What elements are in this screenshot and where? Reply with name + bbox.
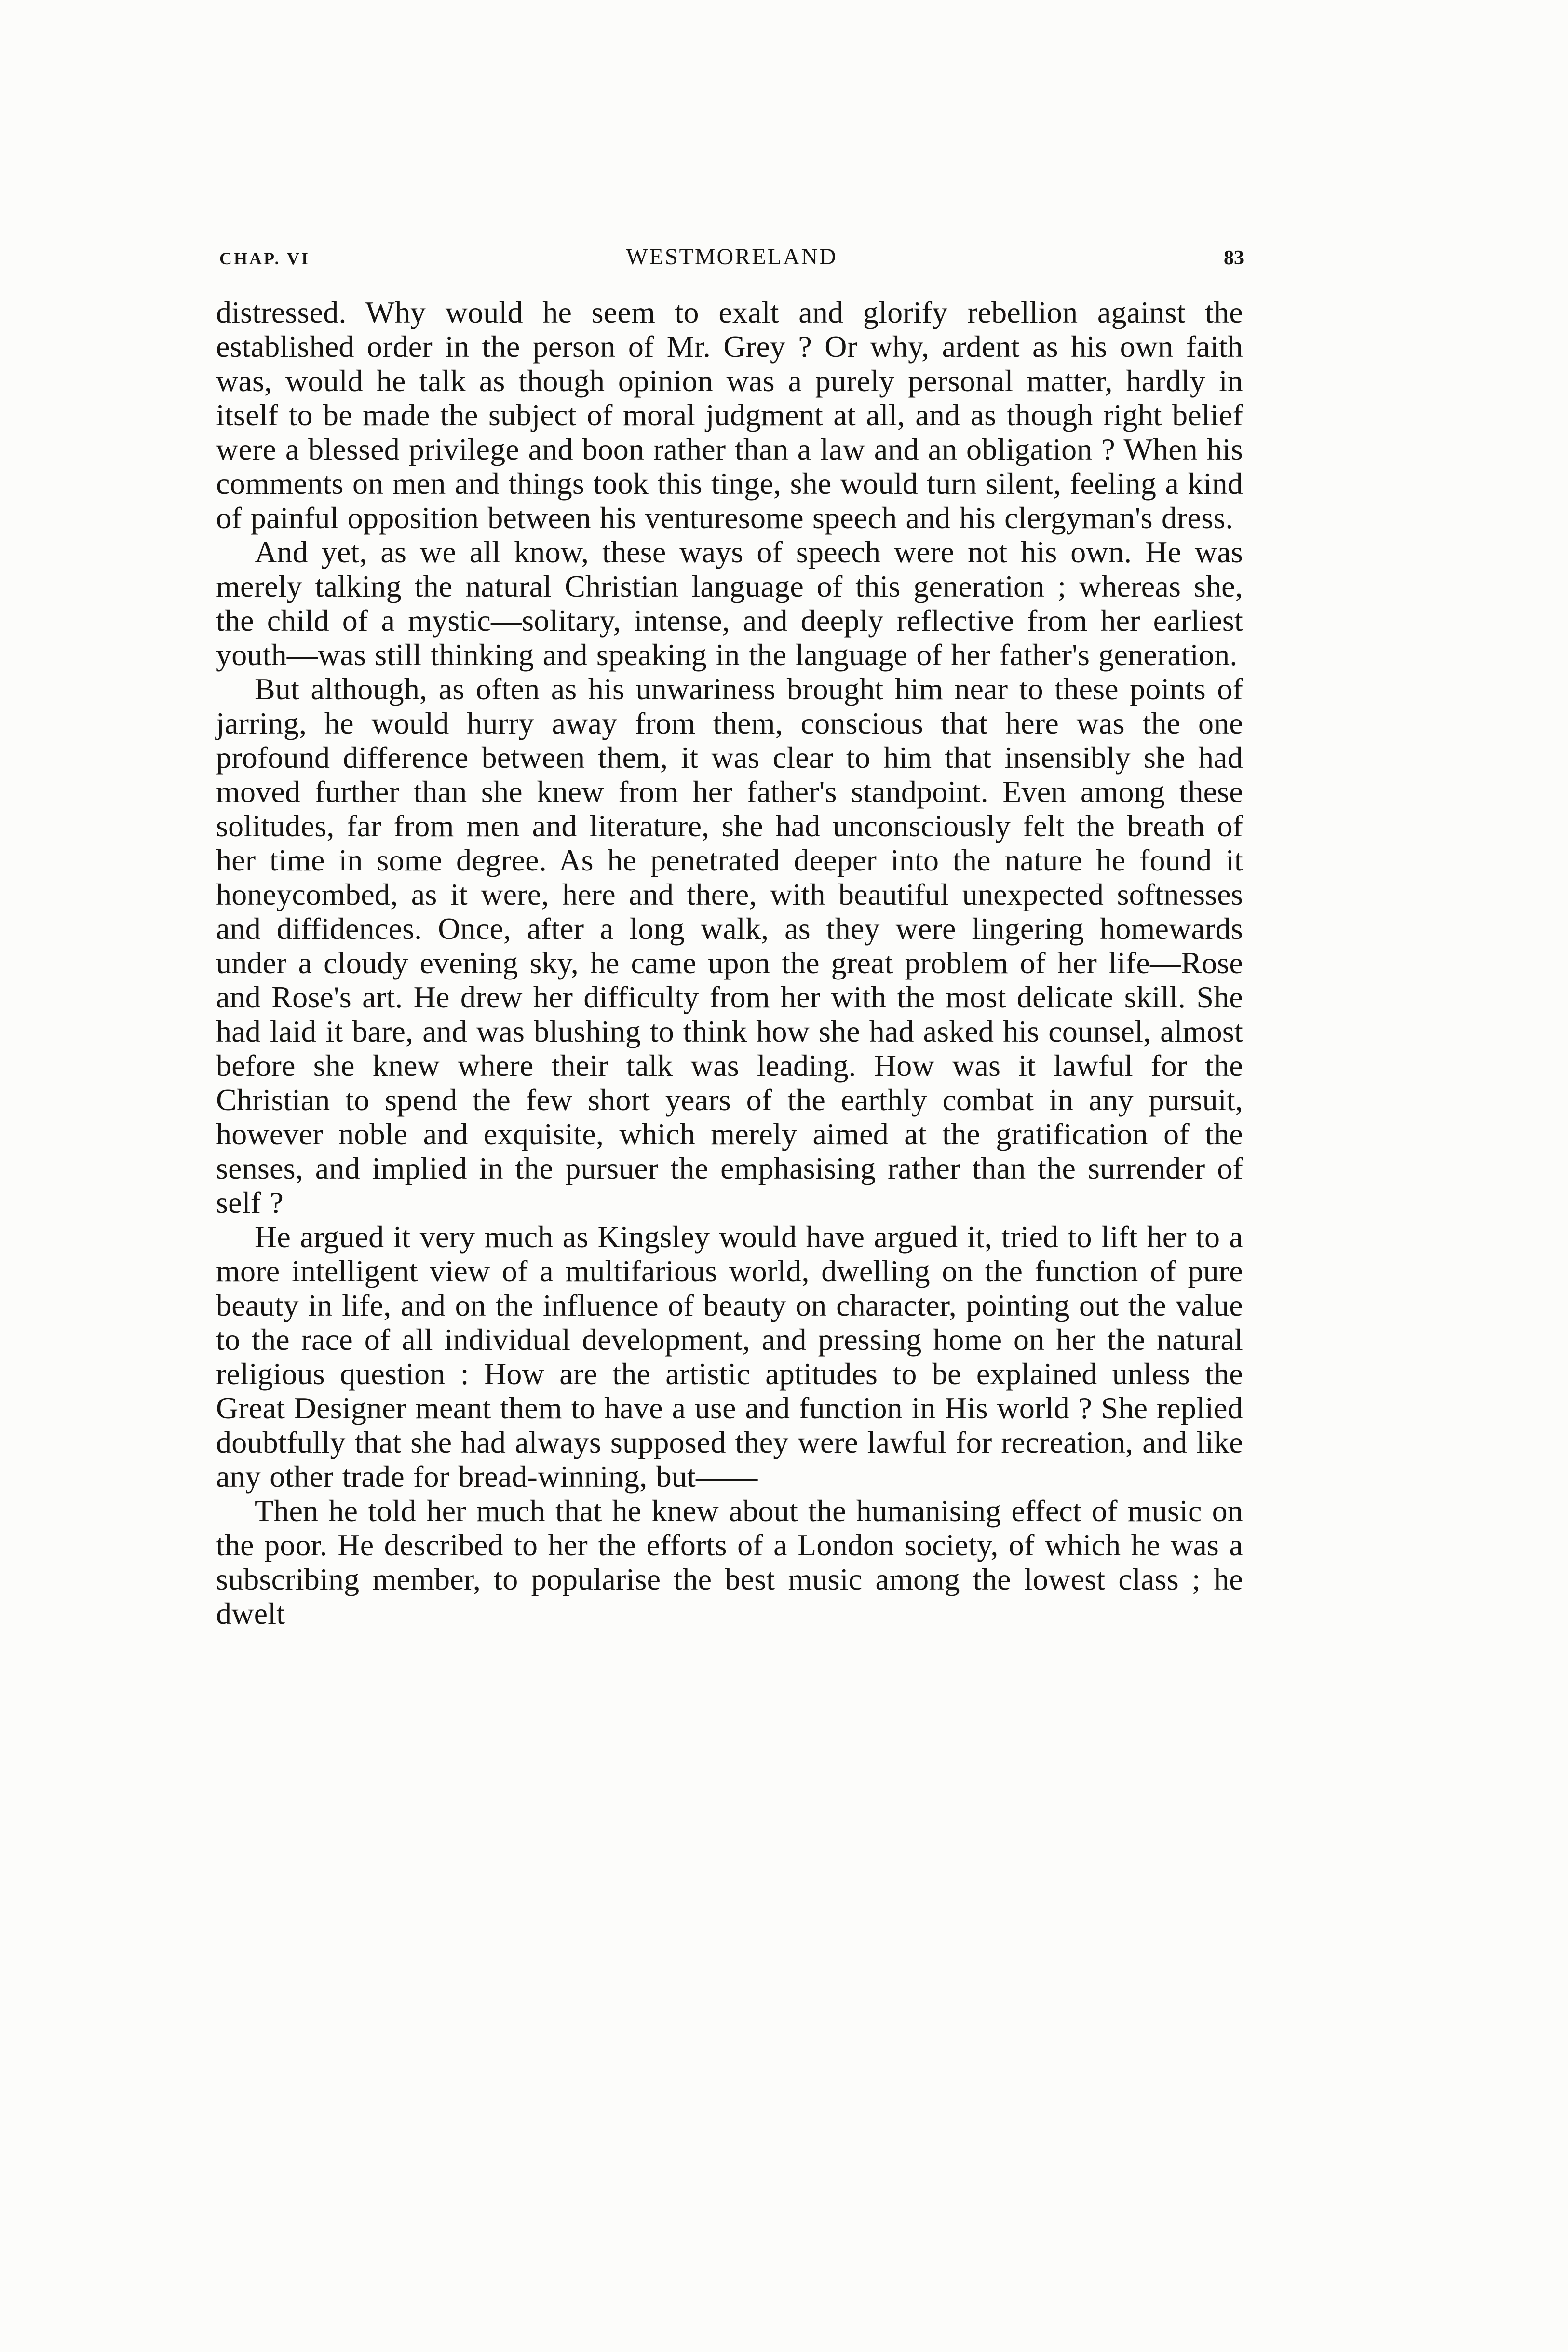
- page-header: [219, 244, 1244, 270]
- paragraph: distressed. Why would he seem to exalt and glorify rebellion against the established order in the person of Mr. Grey ? Or why, ardent as his own faith was, would he talk as though opinion was a purely personal matter, hardly in itself to be made the subject of moral judgment at all, and as though right belief were a blessed privilege and boon rather than a law and an obligation ? When his comments on men and things took this tinge, she would turn silent, feeling a kind of painful opposition between his venturesome speech and his clergyman's dress.: [216, 295, 1243, 535]
- paragraph: But although, as often as his unwariness brought him near to these points of jarring, he would hurry away from them, conscious that here was the one profound difference between them, it was clear to him that insensibly she had moved further than she knew from her father's standpoint. Even among these solitudes, far from men and literature, she had unconsciously felt the breath of her time in some degree. As he penetrated deeper into the nature he found it honeycombed, as it were, here and there, with beautiful unexpected softnesses and diffidences. Once, after a long walk, as they were lingering homewards under a cloudy evening sky, he came upon the great problem of her life—Rose and Rose's art. He drew her difficulty from her with the most delicate skill. She had laid it bare, and was blushing to think how she had asked his counsel, almost before she knew where their talk was leading. How was it lawful for the Christian to spend the few short years of the earthly combat in any pursuit, however noble and exquisite, which merely aimed at the gratification of the senses, and implied in the pursuer the emphasising rather than the surrender of self ?: [216, 672, 1243, 1220]
- running-title: WESTMORELAND: [626, 244, 838, 270]
- page-number: 83: [1224, 247, 1244, 269]
- page-body: [216, 295, 1243, 1631]
- paragraph: And yet, as we all know, these ways of speech were not his own. He was merely talking the natural Christian language of this generation ; whereas she, the child of a mystic—solitary, intense, and deeply reflective from her earliest youth—was still thinking and speaking in the language of her father's generation.: [216, 535, 1243, 672]
- paragraph: Then he told her much that he knew about the humanising effect of music on the poor. He described to her the efforts of a London society, of which he was a subscribing member, to popularise the best music among the lowest class ; he dwelt: [216, 1494, 1243, 1631]
- chapter-label: CHAP. VI: [219, 249, 311, 268]
- paragraph: He argued it very much as Kingsley would have argued it, tried to lift her to a more intelligent view of a multifarious world, dwelling on the function of pure beauty in life, and on the influence of beauty on character, pointing out the value to the race of all individual development, and pressing home on her the natural religious question : How are the artistic aptitudes to be explained unless the Great Designer meant them to have a use and function in His world ? She replied doubtfully that she had always supposed they were lawful for recreation, and like any other trade for bread-winning, but——: [216, 1220, 1243, 1494]
